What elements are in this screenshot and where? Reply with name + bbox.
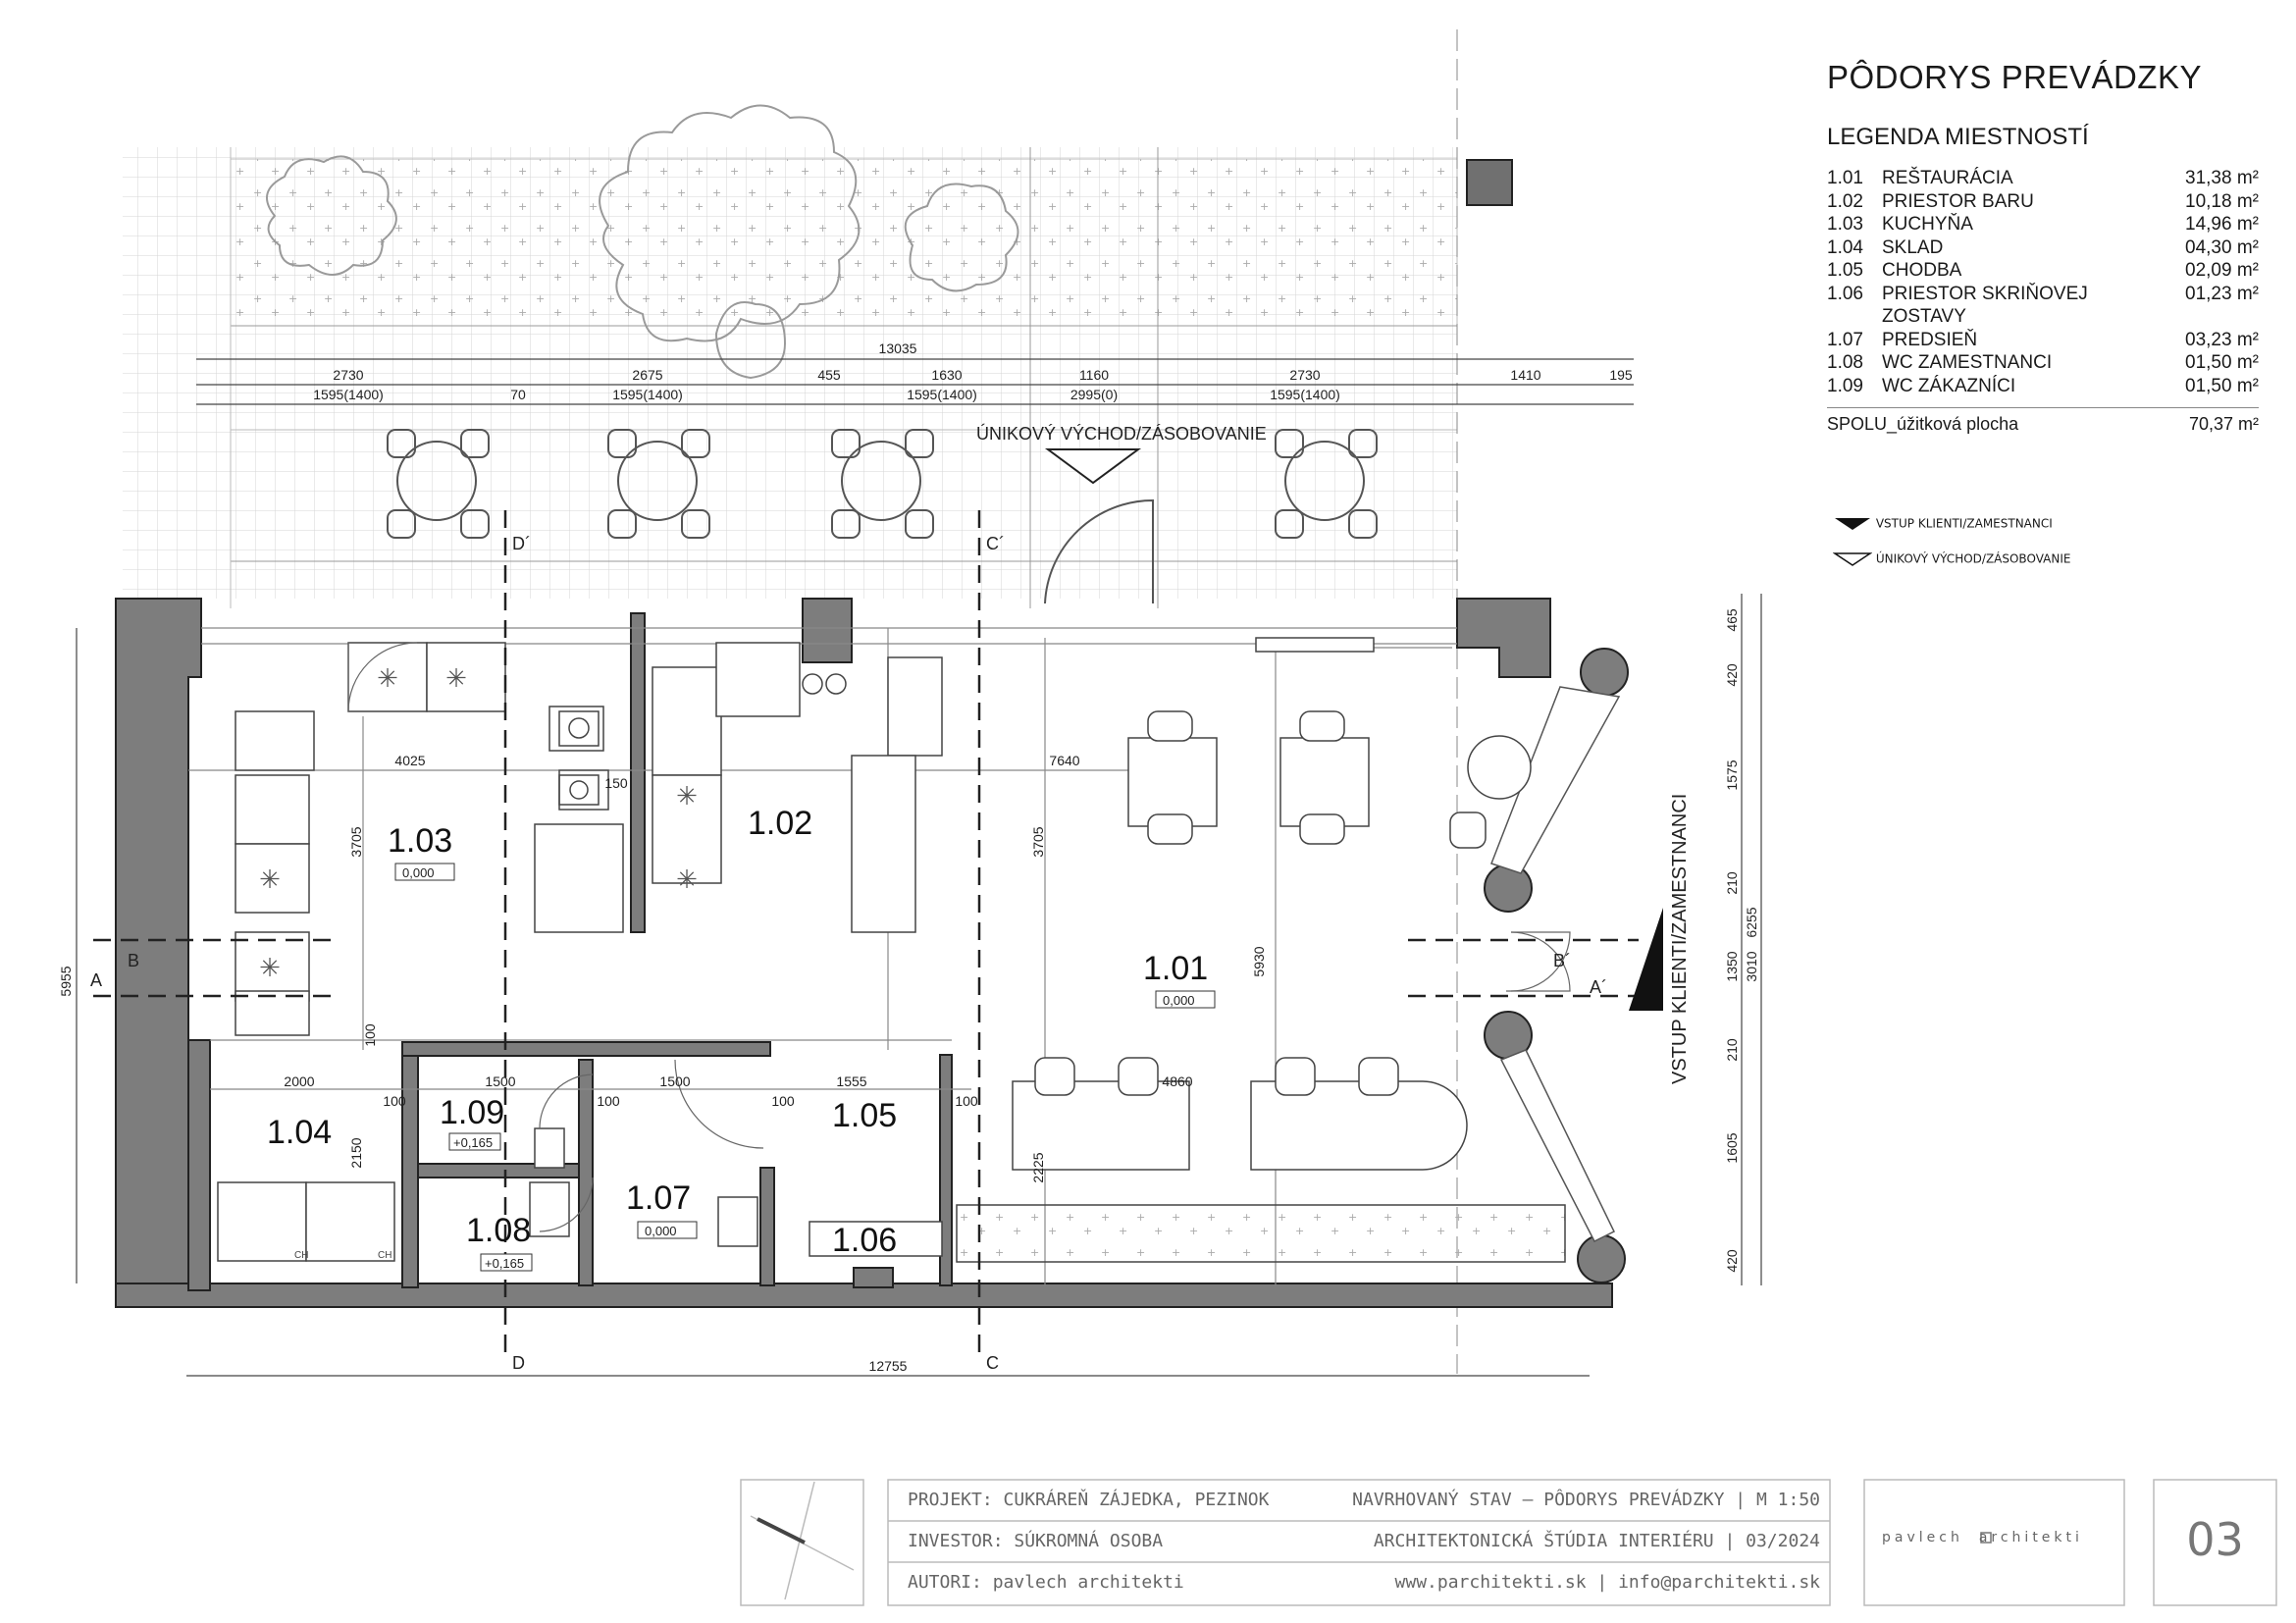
svg-text:2000: 2000 <box>284 1073 315 1089</box>
symbol-entry-label: VSTUP KLIENTI/ZAMESTNANCI <box>1875 516 2053 531</box>
svg-text:B´: B´ <box>1553 951 1571 970</box>
svg-text:100: 100 <box>383 1093 406 1109</box>
svg-text:210: 210 <box>1724 1038 1740 1062</box>
svg-text:210: 210 <box>1724 871 1740 895</box>
svg-text:1500: 1500 <box>485 1073 516 1089</box>
svg-text:4860: 4860 <box>1162 1073 1193 1089</box>
svg-text:✳: ✳ <box>445 663 467 693</box>
svg-text:1630: 1630 <box>931 367 963 383</box>
svg-text:2995(0): 2995(0) <box>1070 387 1119 402</box>
legend-total <box>1827 407 2259 435</box>
legend-name: CHODBA <box>1882 260 1962 281</box>
storage-fridges <box>218 1182 394 1261</box>
legend-name: PRIESTOR SKRIŇOVEJ ZOSTAVY <box>1882 283 2088 327</box>
legend-row <box>1827 283 2259 329</box>
svg-text:0,000: 0,000 <box>402 865 435 880</box>
svg-text:1605: 1605 <box>1724 1132 1740 1164</box>
room-number-104: 1.04 <box>267 1114 333 1151</box>
svg-text:0,000: 0,000 <box>645 1224 677 1238</box>
svg-text:+0,165: +0,165 <box>453 1135 494 1150</box>
legend-area: 03,23 m² <box>2185 329 2259 350</box>
svg-text:0,000: 0,000 <box>1163 993 1195 1008</box>
legend-code: 1.09 <box>1827 375 1863 396</box>
symbol-exit-label: ÚNIKOVÝ VÝCHOD/ZÁSOBOVANIE <box>1875 551 2071 566</box>
tb-authors: AUTORI: pavlech architekti <box>908 1572 1184 1593</box>
legend-area: 31,38 m² <box>2185 168 2259 188</box>
svg-text:✳: ✳ <box>259 953 281 982</box>
svg-text:1595(1400): 1595(1400) <box>907 387 977 402</box>
legend-name: KUCHYŇA <box>1882 214 1973 235</box>
svg-text:465: 465 <box>1724 608 1740 632</box>
legend-code: 1.07 <box>1827 329 1863 350</box>
svg-text:5930: 5930 <box>1251 946 1267 977</box>
svg-text:6255: 6255 <box>1744 907 1759 938</box>
legend-code: 1.02 <box>1827 190 1863 212</box>
svg-text:455: 455 <box>817 367 841 383</box>
legend-row <box>1827 259 2259 283</box>
legend-heading: LEGENDA MIESTNOSTÍ <box>1827 124 2089 150</box>
legend-code: 1.04 <box>1827 236 1863 258</box>
legend-code: 1.01 <box>1827 168 1863 188</box>
svg-text:✳: ✳ <box>259 864 281 894</box>
legend-code: 1.06 <box>1827 283 1863 304</box>
svg-text:1555: 1555 <box>836 1073 867 1089</box>
studio-logo <box>1882 1530 2083 1545</box>
svg-text:100: 100 <box>597 1093 620 1109</box>
svg-text:150: 150 <box>604 775 628 791</box>
legend-name: REŠTAURÁCIA <box>1882 168 2013 188</box>
svg-text:D´: D´ <box>512 534 531 553</box>
legend-area: 01,50 m² <box>2185 352 2259 373</box>
svg-text:CH: CH <box>378 1250 392 1261</box>
svg-text:4025: 4025 <box>394 753 426 768</box>
legend-name: WC ZÁKAZNÍCI <box>1882 375 2016 396</box>
legend-area: 10,18 m² <box>2185 190 2259 212</box>
logo-left: pavlech <box>1882 1530 1963 1545</box>
svg-text:13035: 13035 <box>878 340 917 356</box>
symbol-exit <box>1833 551 2070 567</box>
legend-code: 1.08 <box>1827 352 1863 373</box>
svg-text:✳: ✳ <box>377 663 398 693</box>
svg-text:A´: A´ <box>1590 977 1607 997</box>
svg-text:+0,165: +0,165 <box>485 1256 525 1271</box>
tb-project: PROJEKT: CUKRÁREŇ ZÁJEDKA, PEZINOK <box>908 1490 1270 1510</box>
svg-text:C: C <box>986 1353 999 1373</box>
legend-rows <box>1827 167 2259 397</box>
sheet-number: 03 <box>2186 1513 2244 1566</box>
total-area: 70,37 m² <box>2188 414 2259 434</box>
legend-code: 1.05 <box>1827 260 1863 281</box>
svg-text:D: D <box>512 1353 525 1373</box>
svg-text:1595(1400): 1595(1400) <box>612 387 683 402</box>
legend-name: WC ZAMESTNANCI <box>1882 352 2053 373</box>
svg-text:195: 195 <box>1609 367 1633 383</box>
svg-text:A: A <box>90 970 103 990</box>
svg-text:7640: 7640 <box>1049 753 1080 768</box>
svg-text:C´: C´ <box>986 534 1005 553</box>
legend-name: PREDSIEŇ <box>1882 329 1978 350</box>
svg-text:100: 100 <box>955 1093 978 1109</box>
svg-text:2675: 2675 <box>632 367 663 383</box>
legend-area: 14,96 m² <box>2185 214 2259 235</box>
terrace-area <box>123 29 1512 1374</box>
room-number-108: 1.08 <box>466 1212 532 1249</box>
legend-row <box>1827 236 2259 260</box>
svg-text:1160: 1160 <box>1078 367 1110 383</box>
room-number-102: 1.02 <box>748 805 813 842</box>
room-number-101: 1.01 <box>1143 950 1209 987</box>
svg-text:2730: 2730 <box>333 367 364 383</box>
room-legend <box>1827 59 2259 435</box>
exit-triangle-icon <box>1833 551 1872 567</box>
svg-text:3010: 3010 <box>1744 951 1759 982</box>
svg-text:CH: CH <box>294 1250 309 1261</box>
legend-name: PRIESTOR BARU <box>1882 190 2034 212</box>
entry-label: VSTUP KLIENTI/ZAMESTNANCI <box>1669 793 1691 1084</box>
legend-row <box>1827 329 2259 352</box>
room-number-103: 1.03 <box>388 822 453 860</box>
room-number-107: 1.07 <box>626 1179 692 1217</box>
tb-studio: ARCHITEKTONICKÁ ŠTÚDIA INTERIÉRU | 03/2024 <box>1373 1531 1820 1551</box>
legend-row <box>1827 190 2259 214</box>
svg-text:1410: 1410 <box>1510 367 1541 383</box>
svg-text:2150: 2150 <box>348 1137 364 1169</box>
legend-area: 04,30 m² <box>2185 236 2259 258</box>
room-number-106: 1.06 <box>832 1222 898 1259</box>
tb-investor: INVESTOR: SÚKROMNÁ OSOBA <box>908 1531 1164 1551</box>
legend-area: 01,50 m² <box>2185 375 2259 396</box>
svg-text:1595(1400): 1595(1400) <box>313 387 384 402</box>
page-title: PÔDORYS PREVÁDZKY <box>1827 59 2202 95</box>
svg-text:2225: 2225 <box>1030 1152 1046 1183</box>
svg-text:12755: 12755 <box>868 1358 908 1374</box>
legend-name: SKLAD <box>1882 236 1944 258</box>
svg-text:100: 100 <box>362 1023 378 1047</box>
exit-label: ÚNIKOVÝ VÝCHOD/ZÁSOBOVANIE <box>976 424 1267 444</box>
svg-text:1595(1400): 1595(1400) <box>1270 387 1340 402</box>
legend-code: 1.03 <box>1827 214 1863 235</box>
svg-text:1500: 1500 <box>659 1073 691 1089</box>
svg-text:3705: 3705 <box>348 826 364 858</box>
legend-row <box>1827 213 2259 236</box>
logo-right: architekti <box>1978 1530 2083 1545</box>
svg-text:3705: 3705 <box>1030 826 1046 858</box>
legend-row <box>1827 375 2259 398</box>
legend-area: 02,09 m² <box>2185 260 2259 281</box>
legend-row <box>1827 167 2259 190</box>
svg-text:1350: 1350 <box>1724 951 1740 982</box>
svg-text:70: 70 <box>510 387 526 402</box>
restaurant-furniture <box>957 711 1565 1262</box>
svg-text:2730: 2730 <box>1289 367 1321 383</box>
svg-text:5955: 5955 <box>58 966 74 997</box>
svg-text:✳: ✳ <box>676 864 698 894</box>
svg-text:100: 100 <box>771 1093 795 1109</box>
legend-area: 01,23 m² <box>2185 283 2259 304</box>
tb-web: www.parchitekti.sk | info@parchitekti.sk <box>1394 1572 1820 1593</box>
room-number-105: 1.05 <box>832 1097 898 1134</box>
svg-text:420: 420 <box>1724 663 1740 687</box>
svg-text:420: 420 <box>1724 1249 1740 1273</box>
entry-triangle-icon <box>1833 516 1872 532</box>
svg-text:B: B <box>128 951 140 970</box>
svg-text:1575: 1575 <box>1724 759 1740 791</box>
symbol-entry <box>1833 516 2053 532</box>
legend-row <box>1827 351 2259 375</box>
total-label: SPOLU_úžitková plocha <box>1827 414 2019 434</box>
svg-text:✳: ✳ <box>676 781 698 811</box>
tb-drawing: NAVRHOVANÝ STAV – PÔDORYS PREVÁDZKY | M 1:50 <box>1352 1490 1820 1510</box>
room-number-109: 1.09 <box>440 1094 505 1131</box>
